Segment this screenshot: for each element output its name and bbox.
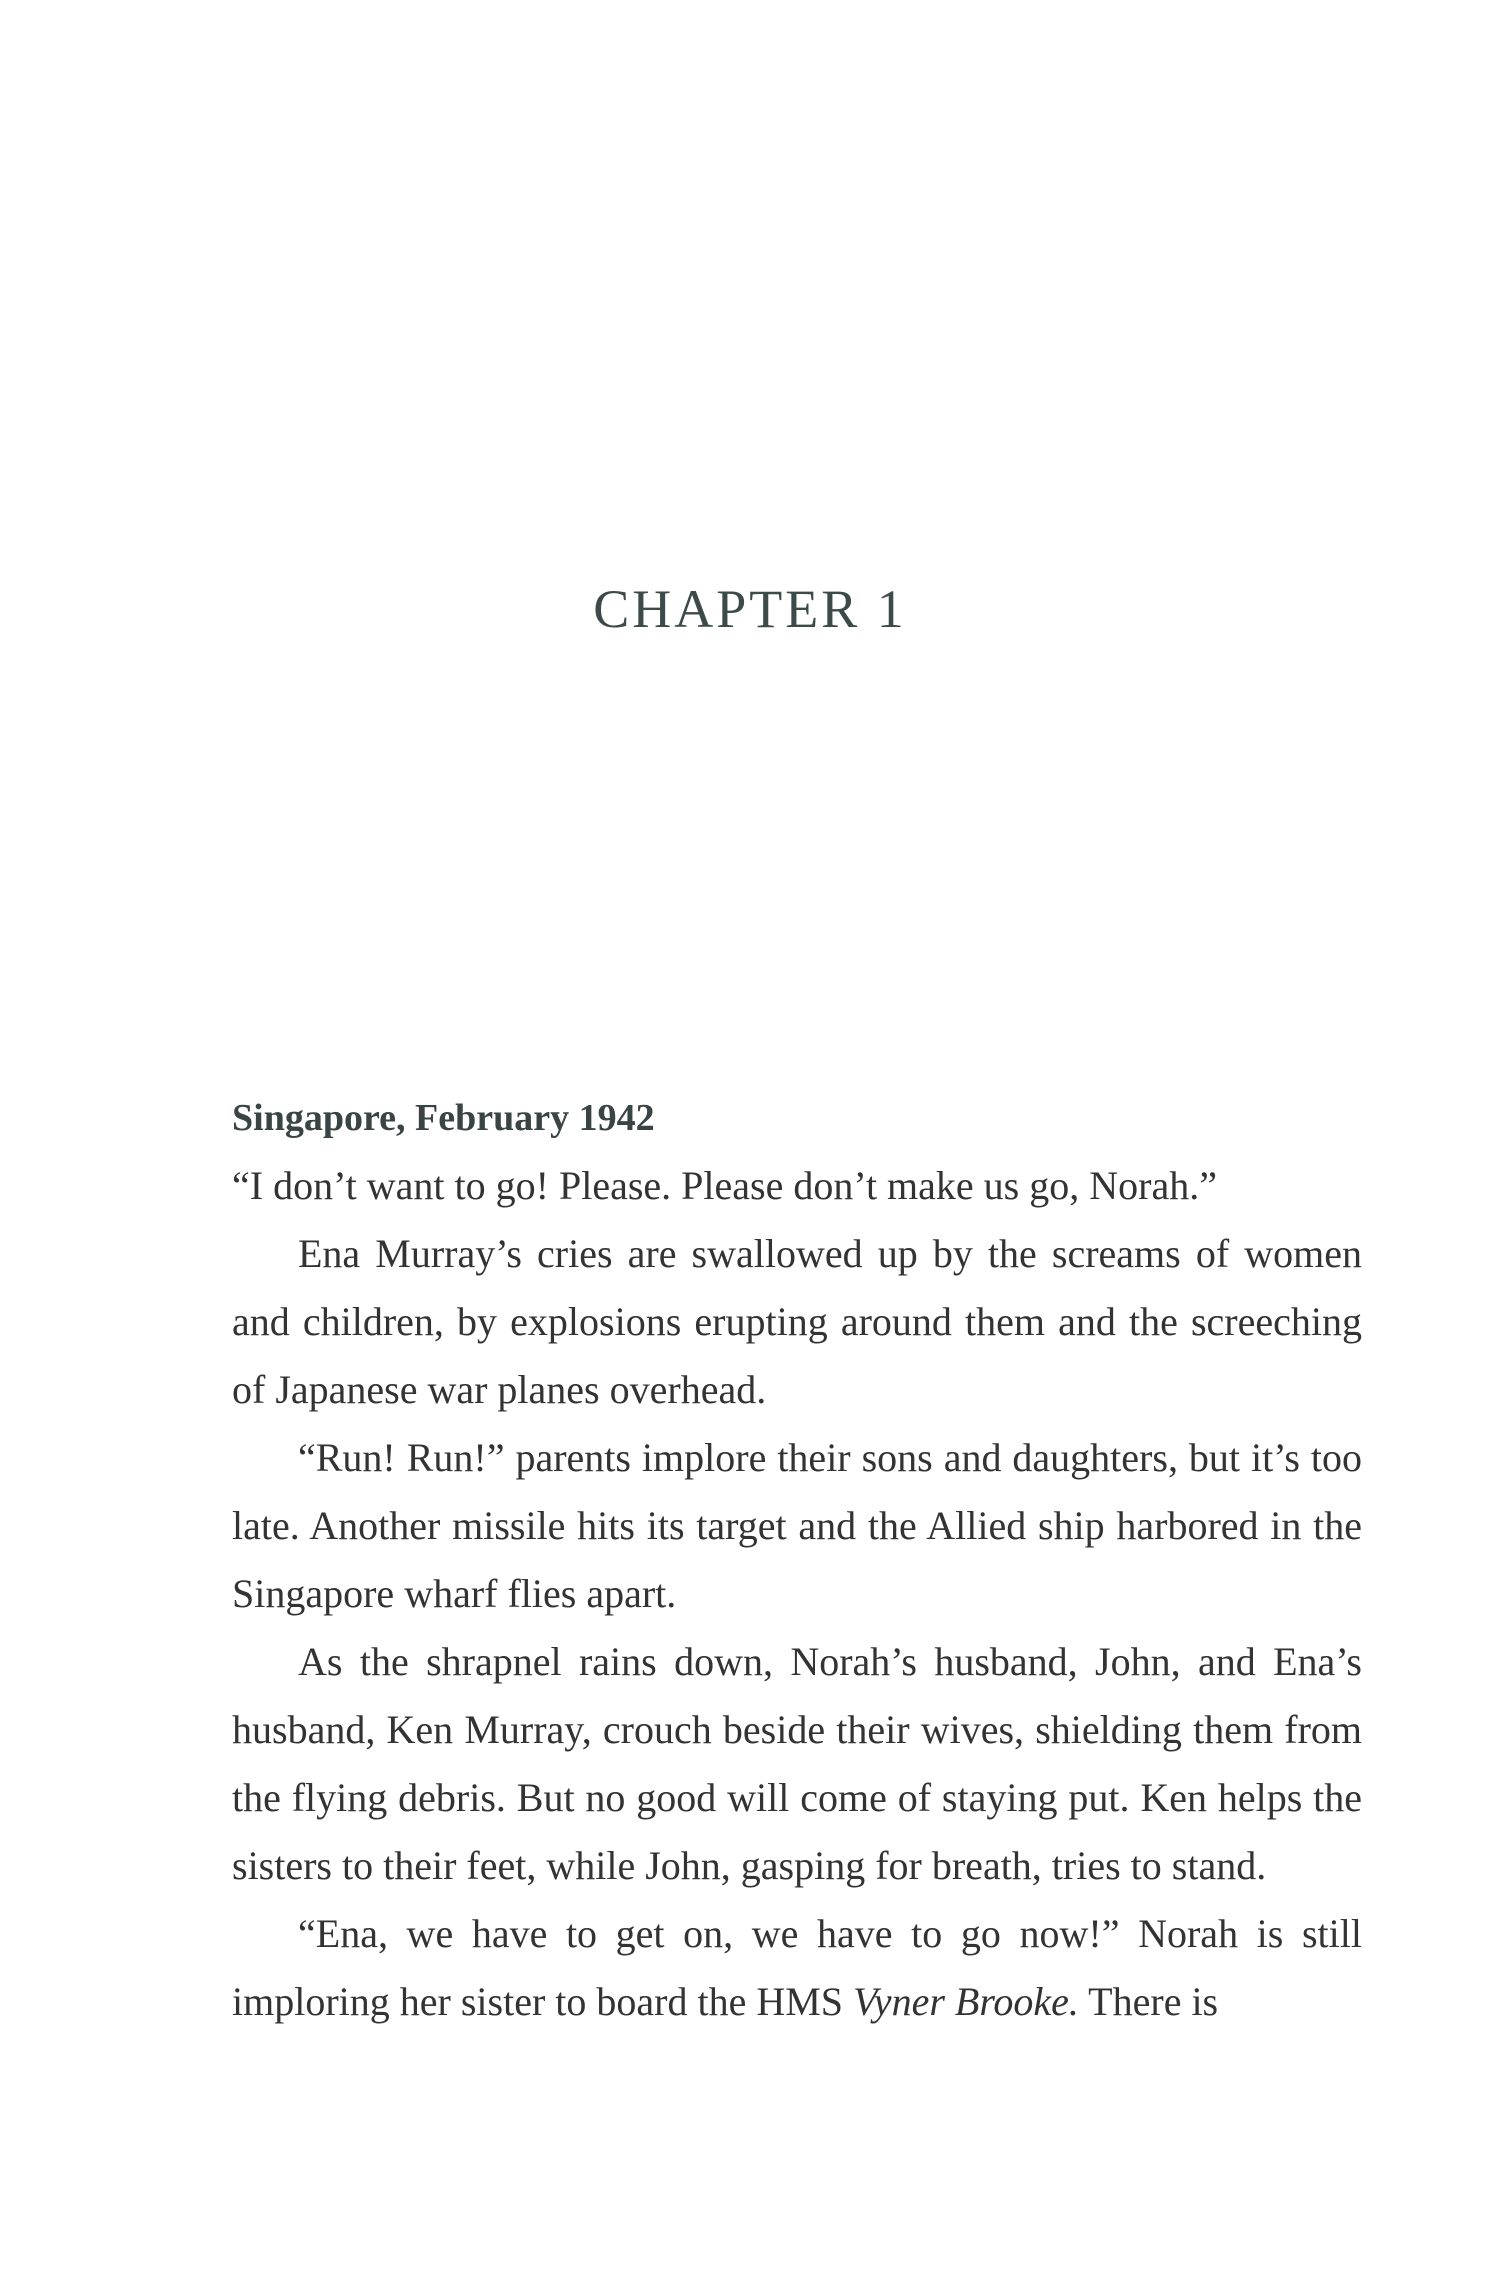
ship-name: Vyner Brooke. (853, 1979, 1079, 2024)
paragraph-5 (232, 1900, 1362, 2036)
paragraph-5-text-end: There is (1078, 1979, 1219, 2024)
chapter-body (232, 1084, 1362, 2036)
paragraph-1: “I don’t want to go! Please. Please don’t make us go, Norah.” (232, 1163, 1217, 1208)
dateline: Singapore, February 1942 (232, 1097, 655, 1139)
paragraph-5-text-start: “Ena, we have to get on, we have to go now!” Norah is still imploring her sister to board the HMS (232, 1911, 1362, 2024)
paragraph-2: Ena Murray’s cries are swallowed up by the screams of women and children, by explosions erupting around them and the screeching of Japanese war planes overhead. (232, 1231, 1362, 1412)
chapter-title: CHAPTER 1 (593, 579, 907, 639)
paragraph-3: “Run! Run!” parents implore their sons and daughters, but it’s too late. Another missile hits its target and the Allied ship harbored in the Singapore wharf flies apart. (232, 1435, 1362, 1616)
paragraph-4: As the shrapnel rains down, Norah’s husband, John, and Ena’s husband, Ken Murray, crouch beside their wives, shielding them from the flying debris. But no good will come of staying put. Ken helps the sisters to their feet, while John, gasping for breath, tries to stand. (232, 1639, 1362, 1888)
